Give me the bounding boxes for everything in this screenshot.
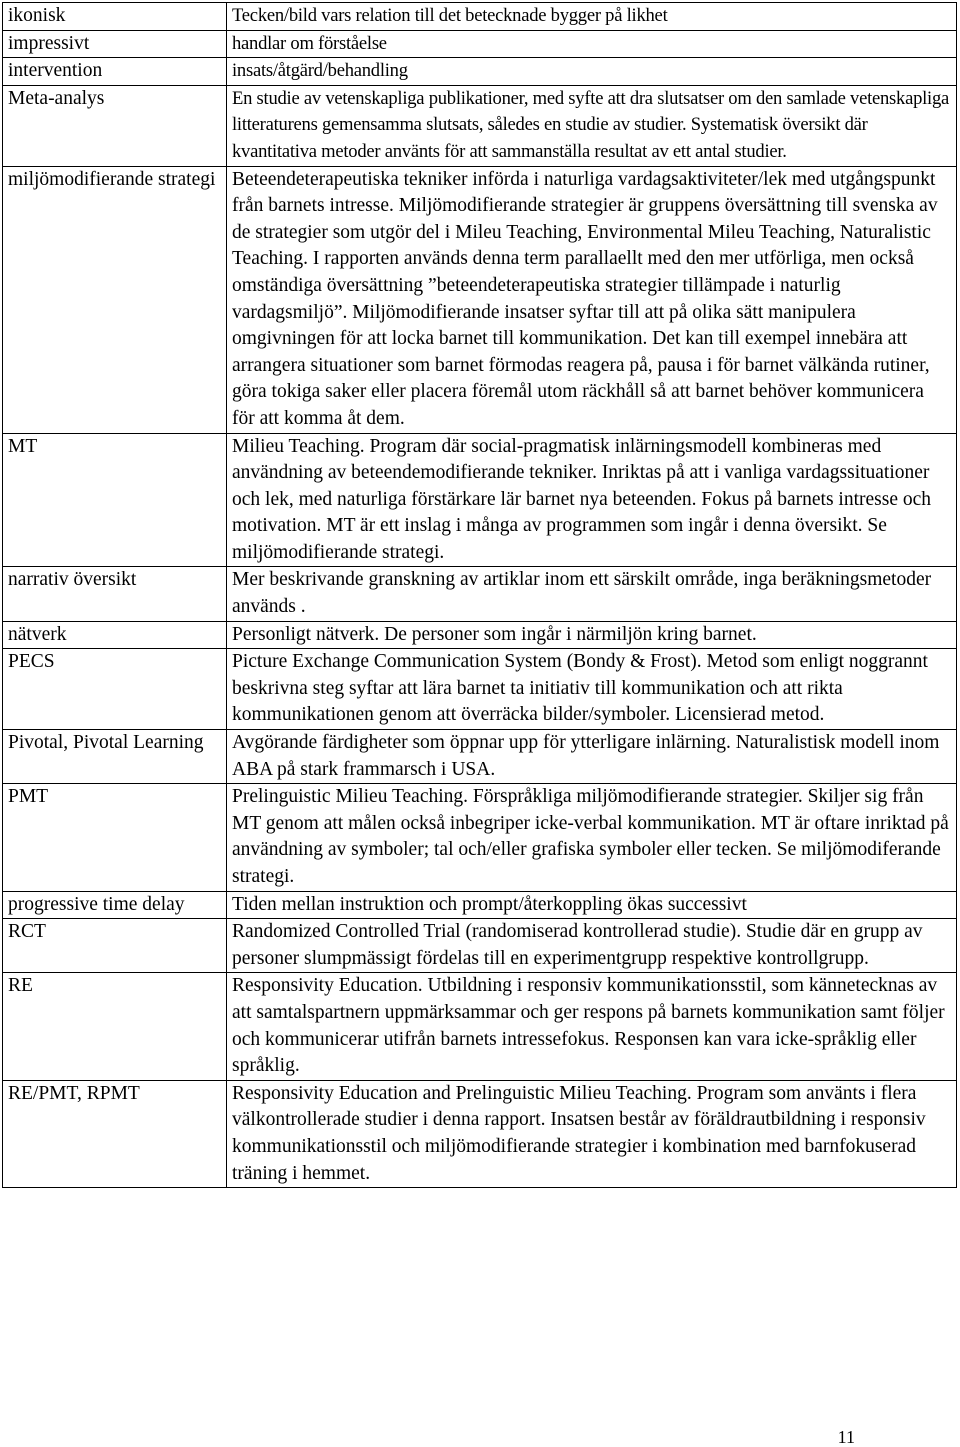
definition-text: Beteendeterapeutiska tekniker införda i naturliga vardagsaktiviteter/lek med utgångspunkt från barnets intresse. Miljömodifierande strategier är gruppens översättning till svenska av de strategier som utgör del i Mileu Teaching, Environmental Mileu Teaching, Naturalistic Teaching. I rapporten används denna term parallaellt med den mer utförliga, men också omständiga översättning ”beteendeterapeutiska strategier tillämpade i naturlig vardagsmiljö”. Miljömodifierande insatser syftar till att på olika sätt manipulera omgivningen för att locka barnet till kommunikation. Det kan till exempel innebära att arrangera situationer som barnet förmodas reagera på, pausa i för barnet välkända rutiner, göra tokiga saker eller placera föremål utom räckhåll så att barnet behöver kommunicera för att komma åt dem. [232,168,938,429]
term-text: narrativ översikt [8,569,137,591]
term-cell [3,621,227,649]
definition-text: Responsivity Education and Prelinguistic Milieu Teaching. Program som använts i flera välkontrollerade studier i denna rapport. Insatsen består av föräldrautbildning i responsiv kommunikationsstil och miljömodifierande strategier i kombination med barnfokuserad träning i hemmet. [232,1082,926,1184]
glossary-row [3,166,957,433]
definition-text: Avgörande färdigheter som öppnar upp för ytterligare inlärning. Naturalistisk modell inom ABA på stark frammarsch i USA. [232,732,940,780]
definition-text: Personligt nätverk. De personer som ingår i närmiljön kring barnet. [232,623,757,645]
definition-text: Tecken/bild vars relation till det betecknade bygger på likhet [232,5,668,26]
glossary-row [3,3,957,31]
term-cell [3,649,227,730]
term-text: PMT [8,786,49,808]
page-number: 11 [837,1427,855,1447]
term-text: PECS [8,651,55,673]
glossary-row [3,621,957,649]
definition-text: Tiden mellan instruktion och prompt/återkoppling ökas successivt [232,893,747,915]
term-cell [3,784,227,891]
definition-cell [227,784,957,891]
definition-cell [227,621,957,649]
term-cell [3,973,227,1080]
glossary-row [3,1080,957,1187]
definition-text: Responsivity Education. Utbildning i responsiv kommunikationsstil, som kännetecknas av att samtalspartnern uppmärksammar och ger respons på barnets kommunikation samt följer och kommunicerar utifrån barnets intressefokus. Responsen kan vara icke-språklig eller språklig. [232,975,945,1077]
glossary-row [3,730,957,784]
definition-cell [227,3,957,31]
term-text: ikonisk [8,5,66,26]
definition-cell [227,433,957,567]
term-cell [3,433,227,567]
definition-cell [227,649,957,730]
glossary-row [3,891,957,919]
term-text: RE/PMT, RPMT [8,1082,140,1104]
glossary-row [3,567,957,621]
term-cell [3,30,227,58]
term-text: intervention [8,60,103,82]
term-text: miljömodifierande strategi [8,168,216,190]
term-cell [3,85,227,166]
glossary-row [3,58,957,86]
definition-cell [227,919,957,973]
term-text: RCT [8,921,46,943]
term-text: impressivt [8,32,90,54]
term-text: Meta-analys [8,87,105,109]
definition-text: En studie av vetenskapliga publikationer, med syfte att dra slutsatser om den samlade vetenskapliga litteraturens gemensamma slutsats, således en studie av studier. Systematisk översikt där kvantitativa metoder använts för att sammanställa resultat av ett antal studier. [232,87,950,162]
term-cell [3,919,227,973]
term-cell [3,3,227,31]
definition-cell [227,973,957,1080]
definition-cell [227,730,957,784]
glossary-row [3,649,957,730]
definition-text: Picture Exchange Communication System (Bondy & Frost). Metod som enligt noggrannt beskrivna steg syftar att lära barnet ta initiativ till kommunikation och att rikta kommunikationen genom att överräcka bilder/symboler. Licensierad metod. [232,651,928,726]
glossary-row [3,919,957,973]
definition-cell [227,30,957,58]
term-text: Pivotal, Pivotal Learning [8,732,204,754]
glossary-row [3,85,957,166]
definition-text: Mer beskrivande granskning av artiklar inom ett särskilt område, inga beräkningsmetoder används . [232,569,932,618]
definition-cell [227,891,957,919]
definition-cell [227,58,957,86]
definition-cell [227,85,957,166]
definition-text: Prelinguistic Milieu Teaching. Förspråkliga miljömodifierande strategier. Skiljer sig från MT genom att målen också inbegriper icke-verbal kommunikation. MT är oftare inriktad på användning av symboler; tal och/eller grafiska symboler eller tecken. Se miljömodiferande strategi. [232,786,949,887]
term-text: progressive time delay [8,893,185,915]
glossary-body [3,3,957,1188]
term-cell [3,891,227,919]
term-text: MT [8,435,38,457]
definition-text: handlar om förståelse [232,32,387,54]
definition-text: insats/åtgärd/behandling [232,60,408,82]
definition-text: Milieu Teaching. Program där social-pragmatisk inlärningsmodell kombineras med användning av beteendemodifierande tekniker. Inriktas på att i vanliga vardagssituationer och lek, med naturliga förstärkare lär barnet nya beteenden. Fokus på barnets intresse och motivation. MT är ett inslag i många av programmen som ingår i denna översikt. Se miljömodifierande strategi. [232,435,932,563]
term-text: nätverk [8,623,67,645]
term-cell [3,166,227,433]
term-cell [3,567,227,621]
term-cell [3,1080,227,1187]
definition-text: Randomized Controlled Trial (randomiserad kontrollerad studie). Studie där en grupp av personer slumpmässigt fördelas till en experimentgrupp respektive kontrollgrupp. [232,921,923,969]
glossary-row [3,784,957,891]
glossary-row [3,973,957,1080]
glossary-table [2,2,957,1188]
definition-cell [227,567,957,621]
term-cell [3,58,227,86]
definition-cell [227,166,957,433]
term-cell [3,730,227,784]
glossary-row [3,433,957,567]
term-text: RE [8,975,33,997]
glossary-row [3,30,957,58]
definition-cell [227,1080,957,1187]
